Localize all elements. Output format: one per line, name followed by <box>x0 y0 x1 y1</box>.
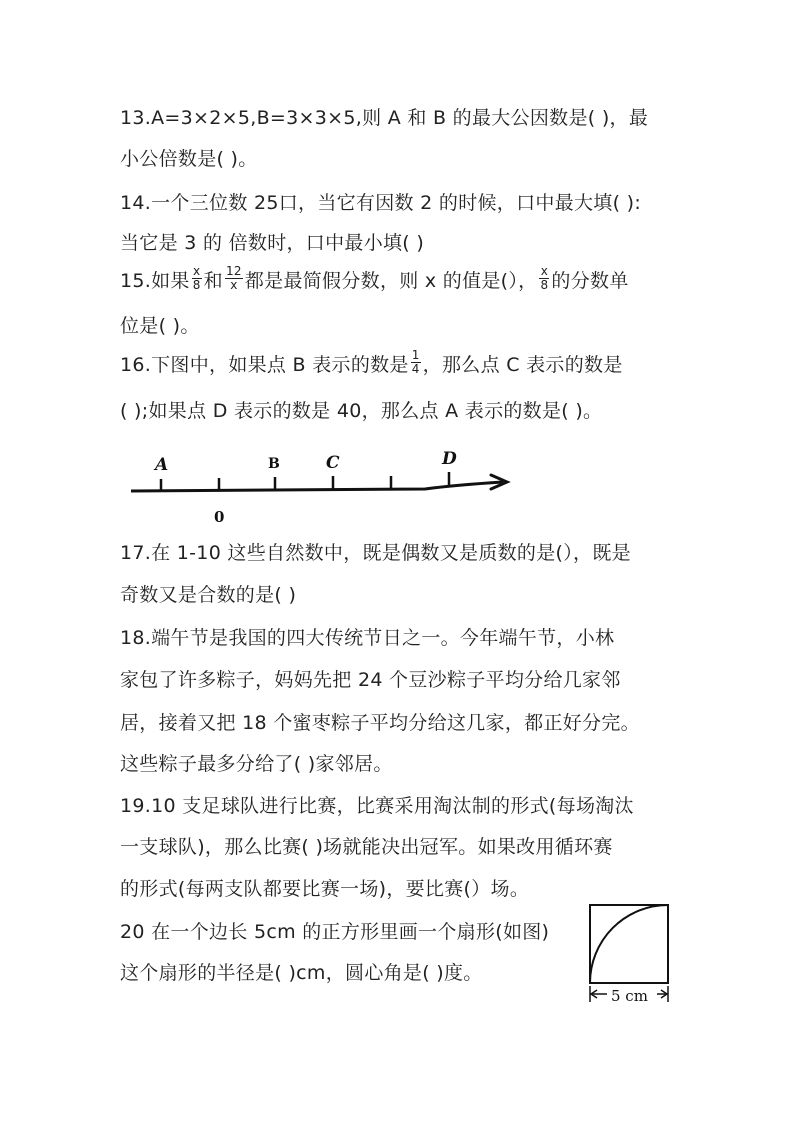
number-line-axis <box>131 482 503 491</box>
fraction-1-over-4: $\frac{1}{4}$ <box>411 348 420 376</box>
q15-mid-1: 和 <box>203 270 223 292</box>
label-zero: 0 <box>214 508 225 526</box>
q15-suffix: 的分数单 <box>551 270 629 292</box>
fraction-12-over-x: $\frac{12}{x}$ <box>225 264 242 292</box>
question-19-line-2: 一支球队)，那么比赛( )场就能决出冠军。如果改用循环赛 <box>120 836 613 858</box>
square-outline <box>590 905 668 983</box>
question-16-line-2: ( );如果点 D 表示的数是 40，那么点 A 表示的数是( )。 <box>120 400 603 422</box>
label-d: D <box>442 449 457 469</box>
question-18-line-2: 家包了许多粽子，妈妈先把 24 个豆沙粽子平均分给几家邻 <box>120 669 621 691</box>
label-b: B <box>268 456 280 472</box>
question-13-line-2: 小公倍数是( )。 <box>120 148 258 170</box>
q16-prefix: 16.下图中，如果点 B 表示的数是 <box>120 354 409 376</box>
question-13-line-1: 13.A=3×2×5,B=3×3×5,则 A 和 B 的最大公因数是( )，最 <box>120 107 649 129</box>
fraction-x-over-8: $\frac{x}{8}$ <box>192 264 201 292</box>
question-18-line-3: 居，接着又把 18 个蜜枣粽子平均分给这几家，都正好分完。 <box>120 712 640 734</box>
question-16-line-1 <box>120 348 623 379</box>
question-18-line-1: 18.端午节是我国的四大传统节日之一。今年端午节，小林 <box>120 627 615 649</box>
sector-square-figure <box>585 900 675 1008</box>
question-14-line-2: 当它是 3 的 倍数时，口中最小填( ) <box>120 232 425 254</box>
question-20-line-1: 20 在一个边长 5cm 的正方形里画一个扇形(如图) <box>120 921 550 943</box>
question-20-line-2: 这个扇形的半径是( )cm，圆心角是( )度。 <box>120 962 483 984</box>
question-15-line-1 <box>120 264 629 295</box>
question-15-line-2: 位是( )。 <box>120 315 200 337</box>
q16-suffix: ，那么点 C 表示的数是 <box>422 354 623 376</box>
question-14-line-1: 14.一个三位数 25口，当它有因数 2 的时候，口中最大填( ): <box>120 192 642 214</box>
label-a: A <box>155 455 169 475</box>
question-17-line-2: 奇数又是合数的是( ) <box>120 584 297 606</box>
q15-prefix: 15.如果 <box>120 270 190 292</box>
number-line-figure <box>125 448 525 528</box>
q15-mid-2: 都是最简假分数，则 x 的值是(）， <box>244 270 538 292</box>
question-19-line-3: 的形式(每两支队都要比赛一场)，要比赛(）场。 <box>120 878 530 900</box>
question-18-line-4: 这些粽子最多分给了( )家邻居。 <box>120 753 393 775</box>
question-17-line-1: 17.在 1-10 这些自然数中，既是偶数又是质数的是(），既是 <box>120 542 631 564</box>
label-c: C <box>326 453 340 473</box>
dimension-label: 5 cm <box>611 987 648 1005</box>
fraction-x-over-8-unit: $\frac{x}{8}$ <box>540 264 549 292</box>
sector-arc <box>590 905 668 983</box>
question-19-line-1: 19.10 支足球队进行比赛，比赛采用淘汰制的形式(每场淘汰 <box>120 795 634 817</box>
